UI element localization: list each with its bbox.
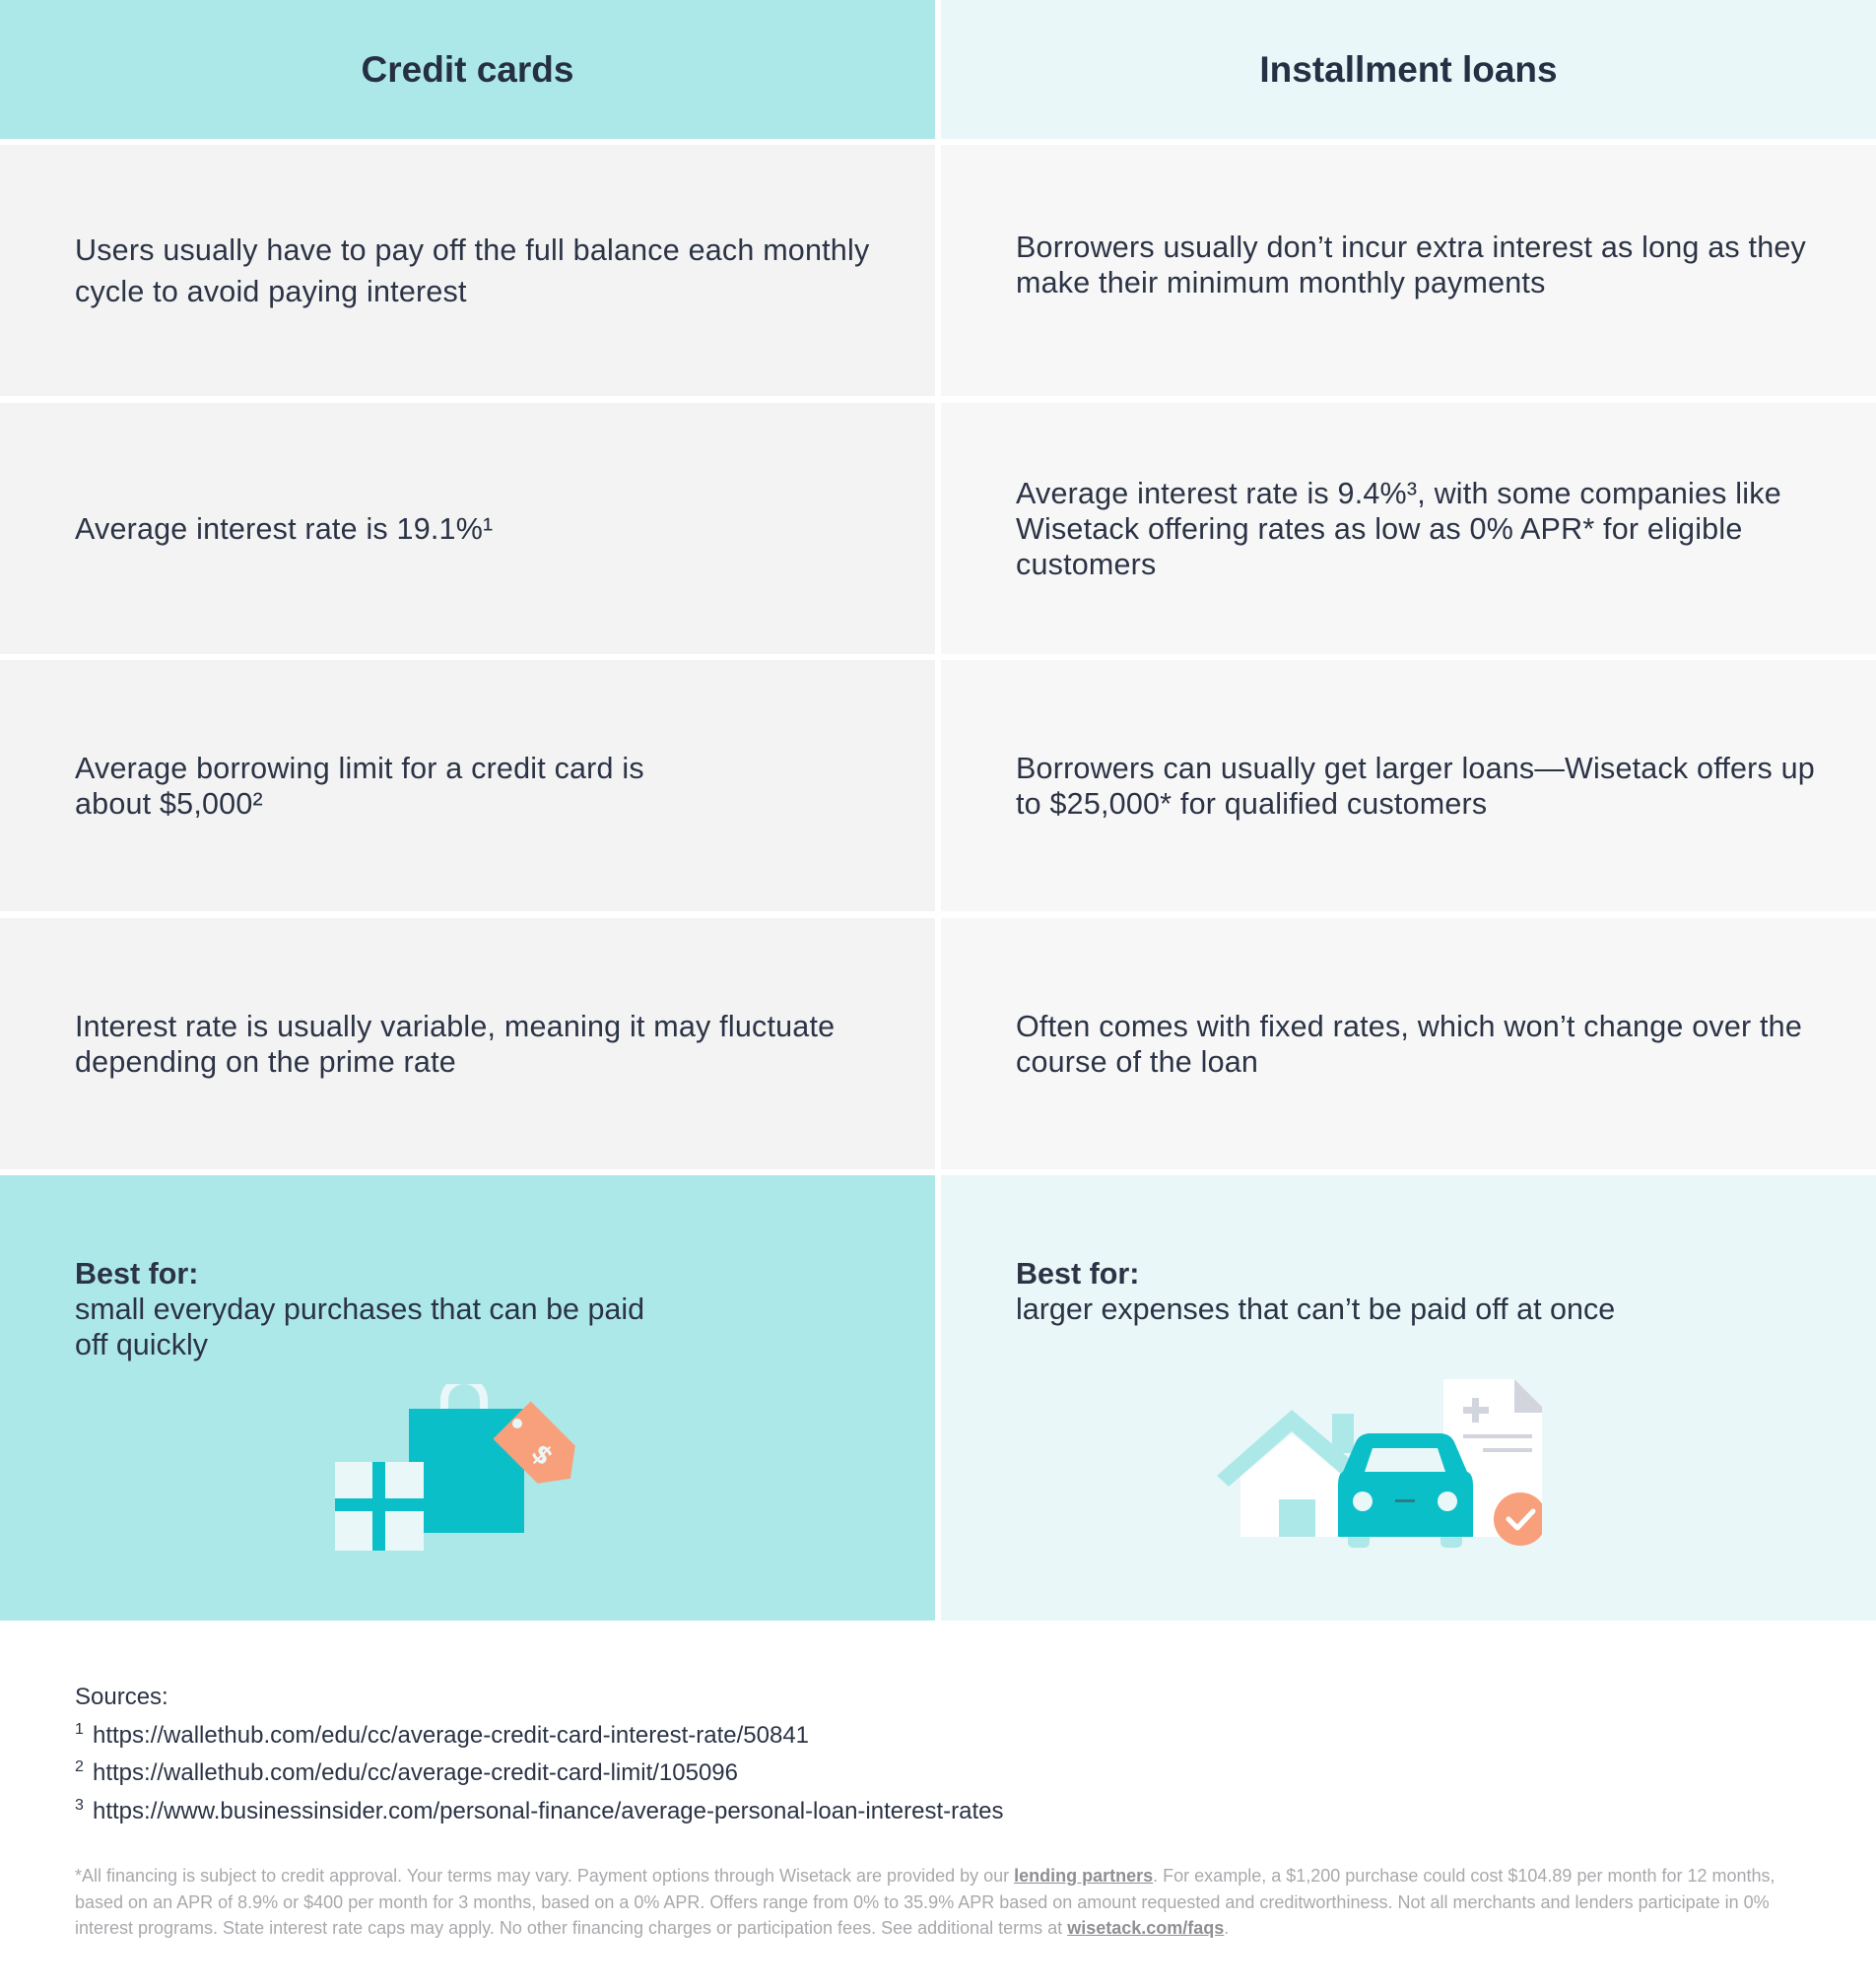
sources-title: Sources:: [75, 1684, 168, 1710]
best-for-credit-cards: [0, 1175, 935, 1621]
row-4-left-text: Interest rate is usually variable, meaning it may fluctuate depending on the prime rate: [75, 1009, 836, 1079]
row-3-left-text: Average borrowing limit for a credit card is about $5,000²: [75, 751, 644, 821]
source-item-3[interactable]: [75, 1793, 1003, 1831]
source-marker: 3: [75, 1796, 84, 1814]
row-3-left: [0, 660, 935, 911]
row-1-left: [0, 145, 935, 396]
source-link[interactable]: https://wallethub.com/edu/cc/average-credit-card-interest-rate/50841: [93, 1721, 810, 1749]
house-car-document-check-icon: [1217, 1377, 1542, 1559]
row-4-left: [0, 918, 935, 1169]
source-marker: 1: [75, 1720, 84, 1738]
source-item-2[interactable]: [75, 1755, 1003, 1793]
column-title-installment-loans: Installment loans: [1259, 48, 1558, 90]
row-1-right: [941, 145, 1876, 396]
best-for-label: Best for:: [75, 1257, 199, 1291]
row-2-right: [941, 403, 1876, 654]
row-2-left-text: Average interest rate is 19.1%¹: [75, 511, 494, 546]
disclaimer-text: .: [1224, 1918, 1230, 1938]
row-4-right-text: Often comes with fixed rates, which won’t change over the course of the loan: [1016, 1009, 1803, 1079]
wisetack-faqs-link[interactable]: wisetack.com/faqs: [1067, 1918, 1225, 1938]
row-3-right-text: Borrowers can usually get larger loans—Wisetack offers up to $25,000* for qualified customers: [1016, 751, 1815, 821]
row-1-right-text: Borrowers usually don’t incur extra interest as long as they make their minimum monthly payments: [1016, 230, 1806, 299]
shopping-bag-gift-price-tag-icon: [330, 1384, 586, 1557]
lending-partners-link[interactable]: lending partners: [1014, 1866, 1154, 1886]
financing-disclaimer: [75, 1863, 1809, 1942]
column-title-credit-cards: Credit cards: [361, 48, 574, 90]
header-installment-loans: [941, 0, 1876, 139]
row-2-left: [0, 403, 935, 654]
sources-section: [75, 1679, 1003, 1830]
best-for-installment-loans: [941, 1175, 1876, 1621]
best-for-label-right: Best for:: [1016, 1257, 1140, 1291]
best-for-installment-loans-text: larger expenses that can’t be paid off at once: [1016, 1292, 1616, 1326]
source-link[interactable]: https://wallethub.com/edu/cc/average-credit-card-limit/105096: [93, 1759, 738, 1786]
svg-text:$: $: [524, 1437, 560, 1473]
header-credit-cards: [0, 0, 935, 139]
source-link[interactable]: https://www.businessinsider.com/personal-finance/average-personal-loan-interest-rates: [93, 1797, 1004, 1824]
source-item-1[interactable]: [75, 1717, 1003, 1756]
disclaimer-text: *All financing is subject to credit approval. Your terms may vary. Payment options through Wisetack are provided by our: [75, 1866, 1015, 1886]
best-for-credit-cards-text: small everyday purchases that can be paid off quickly: [75, 1292, 645, 1361]
row-1-left-text: Users usually have to pay off the full balance each monthly cycle to avoid paying interest: [75, 232, 870, 308]
row-2-right-text: Average interest rate is 9.4%³, with some companies like Wisetack offering rates as low as 0% APR* for eligible customers: [1016, 476, 1781, 581]
disclaimer-text: . For example, a $1,200 purchase could cost $104.89 per month for 12 months, based on an APR of 8.9% or $400 per month for 3 months, based on a 0% APR. Offers range from 0% to 35.9% APR based on amount requested and creditworthiness. Not all merchants and lenders participate in 0% interest programs. State interest rate caps may apply. No other financing charges or participation fees. See additional terms at: [75, 1866, 1776, 1938]
row-3-right: [941, 660, 1876, 911]
source-marker: 2: [75, 1758, 84, 1775]
row-4-right: [941, 918, 1876, 1169]
